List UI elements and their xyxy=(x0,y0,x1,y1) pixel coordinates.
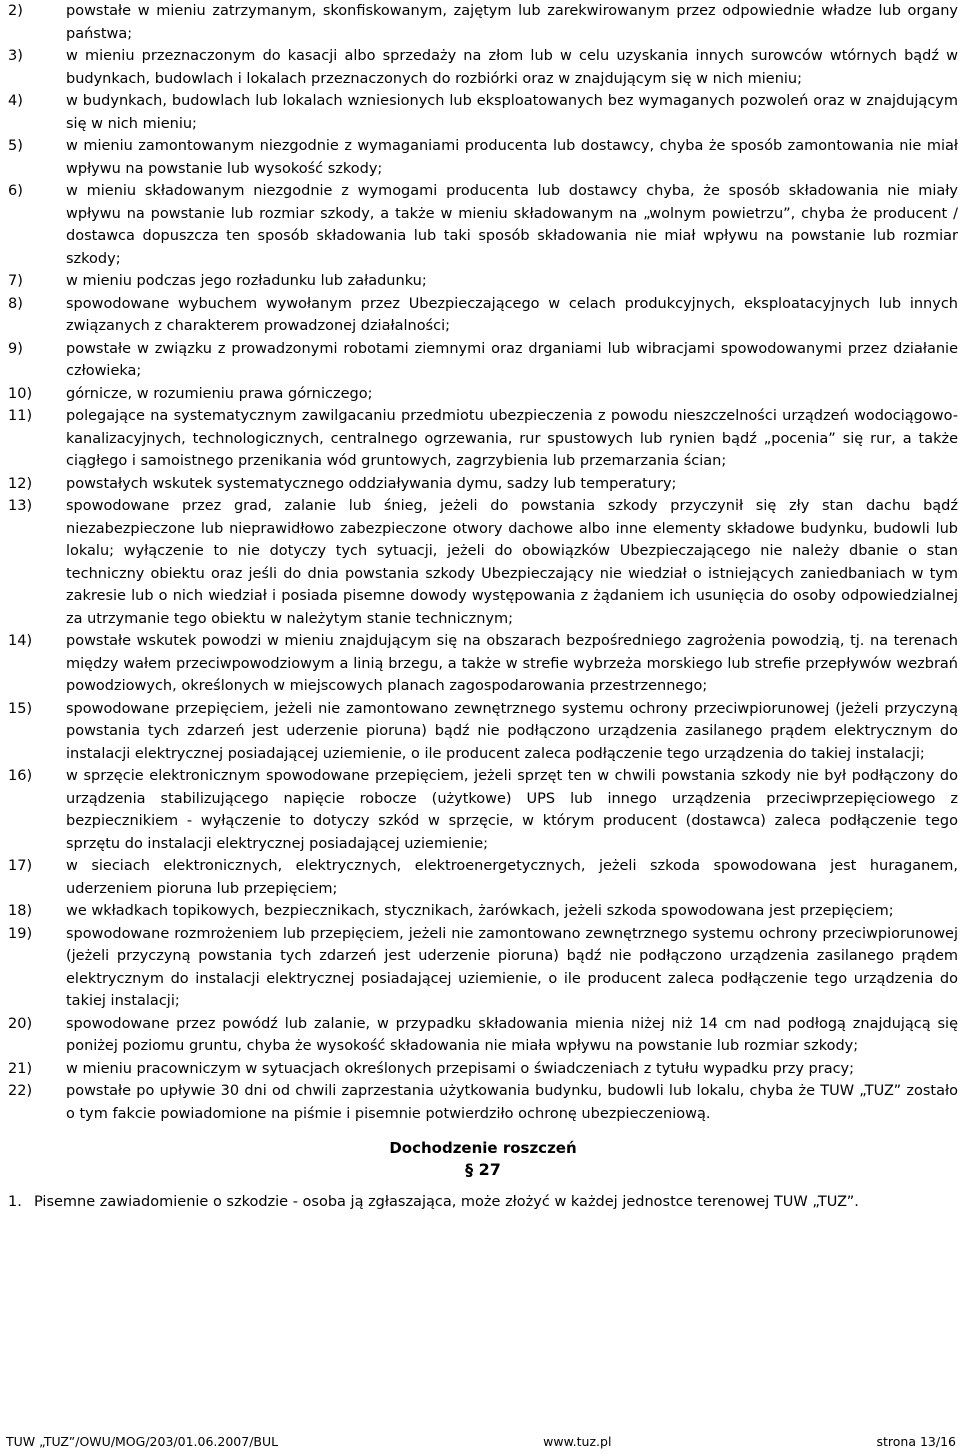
list-item-text: spowodowane rozmrożeniem lub przepięciem, jeżeli nie zamontowano zewnętrznego systemu ochrony przeciwpiorunowej (jeżeli przyczyną powstania tych zdarzeń jest uderzenie pioruna) bądź nie podłączono urządzenia zasilanego prądem elektrycznym do instalacji elektrycznej posiadającej uziemienie, o ile producent zaleca podłączenie tego urządzenia do takiej instalacji; xyxy=(66,925,958,1009)
list-item-number: 11) xyxy=(8,408,33,424)
list-item-number: 3) xyxy=(8,48,23,64)
list-item-text: górnicze, w rozumieniu prawa górniczego; xyxy=(66,385,373,402)
paragraph-text: Pisemne zawiadomienie o szkodzie - osoba ją zgłaszająca, może złożyć w każdej jednostce terenowej TUW „TUZ”. xyxy=(34,1194,859,1210)
list-item-text: powstałe wskutek powodzi w mieniu znajdującym się na obszarach bezpośredniego zagrożenia powodzią, tj. na terenach między wałem przeciwpowodziowym a linią brzegu, a także w strefie wybrzeża morskiego lub strefie przepływów wezbrań powodziowych, określonych w miejscowych planach zagospodarowania przestrzennego; xyxy=(66,633,958,694)
list-item xyxy=(8,765,958,855)
paragraph xyxy=(8,1191,958,1214)
document-page xyxy=(8,0,958,1214)
list-item xyxy=(8,180,958,270)
list-item xyxy=(8,270,958,293)
list-item xyxy=(8,855,958,900)
footer-website-link[interactable]: www.tuz.pl xyxy=(543,1434,612,1449)
list-item-text: powstałych wskutek systematycznego oddziaływania dymu, sadzy lub temperatury; xyxy=(66,475,677,492)
list-item xyxy=(8,383,958,406)
list-item-text: spowodowane przepięciem, jeżeli nie zamontowano zewnętrznego systemu ochrony przeciwpiorunowej (jeżeli przyczyną powstania tych zdarzeń jest uderzenie pioruna) bądź nie podłączono urządzenia zasilanego prądem elektrycznym do instalacji elektrycznej posiadającej uziemienie, o ile producent zaleca podłączenie tego urządzenia do takiej instalacji; xyxy=(66,700,958,762)
list-item-text: w sieciach elektronicznych, elektrycznych, elektroenergetycznych, jeżeli szkoda spowodowana jest huraganem, uderzeniem pioruna lub przepięciem; xyxy=(66,858,958,897)
list-item-number: 5) xyxy=(8,138,23,154)
list-item-number: 14) xyxy=(8,633,33,649)
list-item-text: powstałe po upływie 30 dni od chwili zaprzestania użytkowania budynku, budowli lub lokalu, chyba że TUW „TUZ” zostało o tym fakcie powiadomione na piśmie i pisemnie potwierdziło ochronę ubezpieczeniową. xyxy=(66,1083,958,1122)
page-footer xyxy=(6,1434,956,1450)
footer-page-number: strona 13/16 xyxy=(876,1434,956,1449)
section-heading: Dochodzenie roszczeń xyxy=(389,1139,577,1157)
list-item-number: 10) xyxy=(8,385,33,402)
list-item-text: w mieniu pracowniczym w sytuacjach określonych przepisami o świadczeniach z tytułu wypadku przy pracy; xyxy=(66,1060,855,1077)
list-item xyxy=(8,473,958,496)
list-item-number: 20) xyxy=(8,1015,33,1032)
list-item xyxy=(8,90,958,135)
list-item-text: spowodowane przez powódź lub zalanie, w przypadku składowania mienia niżej niż 14 cm nad podłogą znajdującą się poniżej poziomu gruntu, chyba że wysokość składowania nie miała wpływu na powstanie lub rozmiar szkody; xyxy=(66,1015,958,1054)
list-item xyxy=(8,338,958,383)
list-item-number: 19) xyxy=(8,925,33,942)
list-item xyxy=(8,495,958,630)
list-item-number: 8) xyxy=(8,295,23,312)
list-item-text: w mieniu zamontowanym niezgodnie z wymaganiami producenta lub dostawcy, chyba że sposób zamontowania nie miał wpływu na powstanie lub wysokość szkody; xyxy=(66,138,958,177)
list-item-text: spowodowane wybuchem wywołanym przez Ubezpieczającego w celach produkcyjnych, eksploatacyjnych lub innych związanych z charakterem prowadzonej działalności; xyxy=(66,295,958,334)
list-item-number: 13) xyxy=(8,498,33,514)
list-item-number: 7) xyxy=(8,273,23,289)
list-item xyxy=(8,135,958,180)
list-item-number: 18) xyxy=(8,903,33,919)
list-item-number: 12) xyxy=(8,475,33,492)
list-item-text: w sprzęcie elektronicznym spowodowane przepięciem, jeżeli sprzęt ten w chwili powstania szkody nie był podłączony do urządzenia stabilizującego napięcie robocze (użytkowe) UPS lub innego urządzenia przeciwprzepięciowego z bezpiecznikiem - wyłączenie to dotyczy szkód w sprzęcie, w którym producent (dostawca) zaleca podłączenie tego sprzętu do instalacji elektrycznej posiadającej uziemienie; xyxy=(66,768,958,852)
list-item-number: 2) xyxy=(8,3,23,19)
exclusions-list xyxy=(8,0,958,1125)
list-item-text: w mieniu przeznaczonym do kasacji albo sprzedaży na złom lub w celu uzyskania innych surowców wtórnych bądź w budynkach, budowlach i lokalach przeznaczonych do rozbiórki oraz w znajdującym się w nich mieniu; xyxy=(66,48,958,87)
list-item-number: 21) xyxy=(8,1060,33,1077)
list-item-number: 6) xyxy=(8,183,23,199)
list-item xyxy=(8,923,958,1013)
list-item xyxy=(8,0,958,45)
list-item-number: 22) xyxy=(8,1083,33,1099)
list-item-text: w mieniu składowanym niezgodnie z wymogami producenta lub dostawcy chyba, że sposób składowania nie miały wpływu na powstanie lub rozmiar szkody, a także w mieniu składowanym na „wolnym powietrzu”, chyba że producent / dostawca dopuszcza ten sposób składowania lub taki sposób składowania nie miał wpływu na powstanie lub rozmiar szkody; xyxy=(66,183,958,267)
list-item-text: spowodowane przez grad, zalanie lub śnieg, jeżeli do powstania szkody przyczynił się zły stan dachu bądź niezabezpieczone lub nieprawidłowo zabezpieczone otwory dachowe albo inne elementy składowe budynku, budowli lub lokalu; wyłączenie to nie dotyczy tych sytuacji, jeżeli do obowiązków Ubezpieczającego nie należy dbanie o stan techniczny obiektu oraz jeśli do dnia powstania szkody Ubezpieczający nie wiedział o istniejących zaniedbaniach w tym zakresie lub o nich wiedział i posiada pisemne dowody występowania z żądaniem ich usunięcia do osoby odpowiedzialnej za utrzymanie tego obiektu w należytym stanie technicznym; xyxy=(66,498,958,627)
list-item-text: powstałe w mieniu zatrzymanym, skonfiskowanym, zajętym lub zarekwirowanym przez odpowiednie władze lub organy państwa; xyxy=(66,3,958,42)
list-item xyxy=(8,698,958,766)
section-number: § 27 xyxy=(465,1160,501,1179)
list-item-number: 4) xyxy=(8,93,23,109)
list-item-number: 17) xyxy=(8,858,33,874)
paragraph-number: 1. xyxy=(8,1194,22,1210)
list-item-number: 9) xyxy=(8,340,23,357)
list-item-text: powstałe w związku z prowadzonymi robotami ziemnymi oraz drganiami lub wibracjami spowodowanymi przez działanie człowieka; xyxy=(66,340,958,379)
list-item-text: we wkładkach topikowych, bezpiecznikach, stycznikach, żarówkach, jeżeli szkoda spowodowana jest przepięciem; xyxy=(66,903,894,919)
list-item-text: w budynkach, budowlach lub lokalach wzniesionych lub eksploatowanych bez wymaganych pozwoleń oraz w znajdującym się w nich mieniu; xyxy=(66,93,958,132)
list-item xyxy=(8,1080,958,1125)
list-item xyxy=(8,45,958,90)
list-item xyxy=(8,405,958,473)
list-item xyxy=(8,630,958,698)
list-item-text: w mieniu podczas jego rozładunku lub załadunku; xyxy=(66,273,427,289)
list-item-number: 15) xyxy=(8,700,33,717)
list-item xyxy=(8,293,958,338)
list-item-text: polegające na systematycznym zawilgacaniu przedmiotu ubezpieczenia z powodu nieszczelności urządzeń wodociągowo-kanalizacyjnych, technologicznych, centralnego ogrzewania, rur spustowych lub rynien bądź „pocenia” się rur, a także ciągłego i samoistnego przenikania wód gruntowych, zagrzybienia lub przemarzania ścian; xyxy=(66,408,958,469)
list-item xyxy=(8,1013,958,1058)
footer-document-id: TUW „TUZ”/OWU/MOG/203/01.06.2007/BUL xyxy=(6,1434,279,1449)
list-item-number: 16) xyxy=(8,768,33,784)
list-item xyxy=(8,900,958,923)
list-item xyxy=(8,1058,958,1081)
